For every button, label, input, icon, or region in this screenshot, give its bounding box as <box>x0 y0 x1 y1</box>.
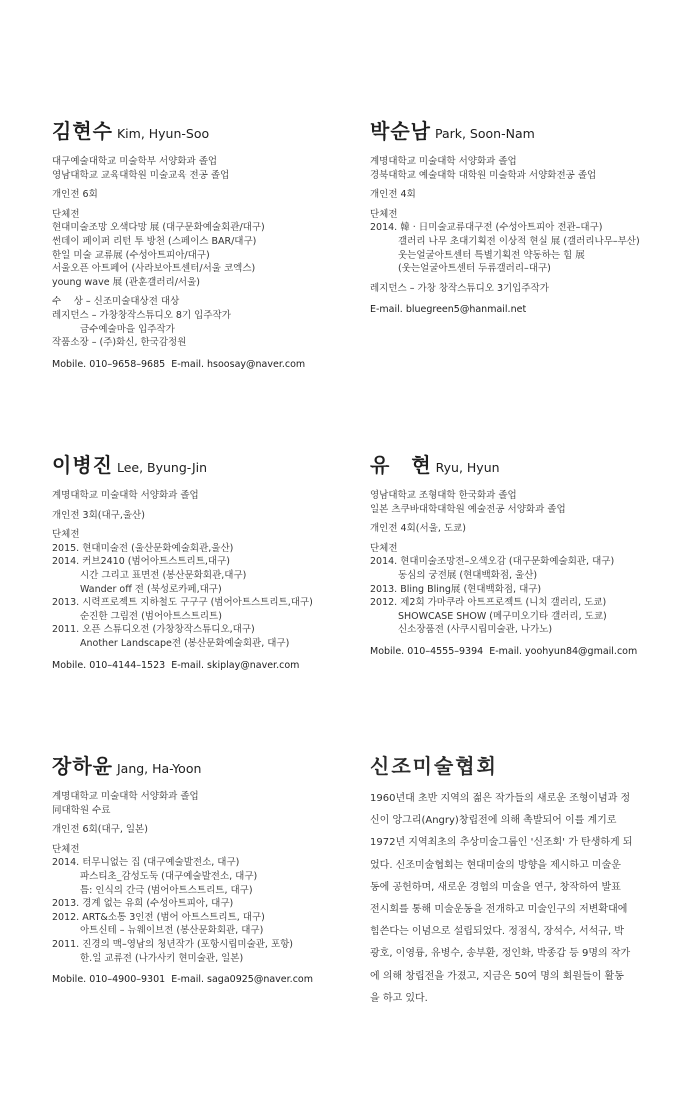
association-text-line: 에 의해 창립전을 가졌고, 지금은 50여 명의 회원들이 활동 <box>370 970 624 982</box>
career-line: 수 상 – 신조미술대상전 대상 <box>52 296 180 308</box>
association-section <box>370 752 660 1010</box>
career-line: 2014. 韓 · 日미술교류대구전 (수성아트피아 전관–대구) <box>370 222 603 234</box>
career-line: 2011. 오픈 스튜디오전 (가창창작스튜디오,대구) <box>52 624 255 636</box>
association-description <box>370 788 660 1010</box>
career-line: 2013. 시력프로젝트 지하철도 구구구 (범어아트스트리트,대구) <box>52 597 313 609</box>
association-text-line: 전시회를 통해 미술운동을 전개하고 미술인구의 저변확대에 <box>370 904 628 916</box>
association-text-line: 동에 공헌하며, 새로운 경험의 미술을 연구, 창작하여 발표 <box>370 881 621 893</box>
mobile-number: Mobile. 010–9658–9685 <box>52 358 166 370</box>
artist-career <box>52 155 352 350</box>
association-text-line: 1972년 지역최초의 추상미술그룹인 '신조회' 가 탄생하게 되 <box>370 837 633 849</box>
artist-name <box>52 752 352 782</box>
association-text-line: 었다. 신조미술협회는 현대미술의 방향을 제시하고 미술운 <box>370 859 621 871</box>
career-line: 레지던스 – 가창 창작스튜디오 3기입주작가 <box>370 282 549 294</box>
artist-name-english: Ryu, Hyun <box>435 460 500 475</box>
artist-profile <box>52 752 352 986</box>
association-text-line: 신이 앙그리(Angry)창립전에 의해 촉발되어 이를 계기로 <box>370 815 617 827</box>
career-line: 2013. Bling Bling展 (현대백화점, 대구) <box>370 583 542 595</box>
artist-profile <box>52 451 352 672</box>
artist-career <box>52 790 352 965</box>
career-line: 2014. 터무니없는 집 (대구예술발전소, 대구) <box>52 857 240 869</box>
artist-name-korean: 김현수 <box>52 119 113 143</box>
artist-career <box>370 489 670 637</box>
career-line: 틈: 인식의 간극 (범어아트스트리트, 대구) <box>80 884 253 896</box>
career-line: 서울오픈 아트페어 (사라보아트센터/서울 코엑스) <box>52 263 256 275</box>
artist-name-english: Kim, Hyun-Soo <box>116 126 210 141</box>
career-line: Another Landscape전 (봉산문화예술회관, 대구) <box>80 637 290 649</box>
email-address: E-mail. bluegreen5@hanmail.net <box>370 304 527 316</box>
career-line: 레지던스 – 가창창작스튜디오 8기 입주작가 <box>52 309 231 321</box>
email-address: E-mail. skiplay@naver.com <box>171 659 300 671</box>
career-line: 단체전 <box>370 542 398 554</box>
career-line: 한일 미술 교류展 (수성아트피아/대구) <box>52 249 210 261</box>
artist-profile <box>52 117 352 371</box>
career-line: 2012. 제2회 가마쿠라 아트프로젝트 (니치 갤러리, 도쿄) <box>370 597 607 609</box>
association-text-line: 힘쓴다는 이념으로 설립되었다. 정점식, 장석수, 서석규, 박 <box>370 926 624 938</box>
association-text-line: 1960년대 초반 지역의 젊은 작가들의 새로운 조형이념과 정 <box>370 793 631 804</box>
association-title: 신조미술협회 <box>370 754 498 778</box>
career-line: 영남대학교 교육대학원 미술교육 전공 졸업 <box>52 169 230 181</box>
artist-name-korean: 장하윤 <box>52 754 113 778</box>
artist-name-korean: 박순남 <box>370 119 431 143</box>
career-line: 시간 그리고 표면전 (봉산문화회관,대구) <box>80 569 247 581</box>
career-line: (웃는얼굴아트센터 두류갤러리–대구) <box>398 263 551 275</box>
email-address: E-mail. saga0925@naver.com <box>171 974 313 986</box>
career-line: 단체전 <box>370 208 398 220</box>
artist-name <box>52 451 352 481</box>
career-line: 썬데이 페이퍼 리턴 투 방천 (스페이스 BAR/대구) <box>52 235 257 247</box>
artist-name-korean: 이병진 <box>52 453 113 477</box>
career-line: Wander off 전 (북성로카페,대구) <box>80 583 222 595</box>
career-line: 2014. 현대미술조망전–오색오감 (대구문화예술회관, 대구) <box>370 556 615 568</box>
career-line: 계명대학교 미술대학 서양화과 졸업 <box>370 156 517 167</box>
association-text-line: 광호, 이영륭, 유병수, 송부환, 정인화, 박종갑 등 9명의 작가 <box>370 948 631 960</box>
career-line: 개인전 4회(서울, 도쿄) <box>370 523 466 535</box>
artist-profile <box>370 117 670 316</box>
career-line: 2011. 진경의 맥–영남의 청년작가 (포항시립미술관, 포항) <box>52 938 294 950</box>
artist-contact <box>370 645 670 658</box>
artist-name-english: Park, Soon-Nam <box>434 126 535 141</box>
mobile-number: Mobile. 010–4900–9301 <box>52 974 166 986</box>
career-line: 단체전 <box>52 529 80 541</box>
artist-name <box>52 117 352 147</box>
career-line: 동심의 궁전展 (현대백화점, 울산) <box>398 569 538 581</box>
career-line: 개인전 6회(대구, 일본) <box>52 824 148 836</box>
career-line: 同대학원 수료 <box>52 804 111 816</box>
career-line: 아트신테 – 뉴웨이브전 (봉산문화회관, 대구) <box>80 925 264 937</box>
career-line: 금수예술마을 입주작가 <box>80 323 175 335</box>
career-line: 2014. 커브2410 (범어아트스트리트,대구) <box>52 556 230 568</box>
career-line: 개인전 4회 <box>370 189 416 201</box>
career-line: 영남대학교 조형대학 한국화과 졸업 <box>370 490 517 501</box>
career-line: 계명대학교 미술대학 서양화과 졸업 <box>52 490 199 501</box>
career-line: 2012. ART&소통 3인전 (범어 아트스트리트, 대구) <box>52 911 265 923</box>
career-line: 개인전 3회(대구,울산) <box>52 509 145 521</box>
career-line: 계명대학교 미술대학 서양화과 졸업 <box>52 791 199 802</box>
artist-name-korean: 유 현 <box>370 453 432 477</box>
artist-name <box>370 117 670 147</box>
artist-contact <box>52 358 352 371</box>
mobile-number: Mobile. 010–4144–1523 <box>52 659 166 671</box>
career-line: 작품소장 – (주)화신, 한국감정원 <box>52 337 187 349</box>
artist-name-english: Lee, Byung-Jin <box>116 460 208 475</box>
career-line: young wave 展 (관훈갤러리/서울) <box>52 276 200 288</box>
association-text-line: 을 하고 있다. <box>370 992 428 1004</box>
career-line: 일본 츠쿠바대학대학원 예술전공 서양화과 졸업 <box>370 503 566 515</box>
career-line: 파스티초_감성도둑 (대구예술발전소, 대구) <box>80 870 258 882</box>
career-line: 순진한 그림전 (범어아트스트리트) <box>80 610 222 622</box>
career-line: 2015. 현대미술전 (울산문화예술회관,울산) <box>52 542 234 554</box>
career-line: 갤러리 나무 초대기획전 이상적 현실 展 (갤러리나무–부산) <box>398 235 640 247</box>
career-line: 웃는얼굴아트센터 특별기획전 약동하는 힘 展 <box>398 249 585 261</box>
artist-contact <box>370 303 670 316</box>
artist-name-english: Jang, Ha-Yoon <box>116 761 202 776</box>
career-line: 경북대학교 예술대학 대학원 미술학과 서양화전공 졸업 <box>370 169 597 181</box>
career-line: 신소장품전 (사쿠시립미술관, 나가노) <box>398 624 553 636</box>
career-line: 단체전 <box>52 843 80 855</box>
career-line: 2013. 경계 없는 유희 (수성아트피아, 대구) <box>52 898 234 910</box>
artist-profile <box>370 451 670 658</box>
artist-career <box>370 155 670 295</box>
career-line: SHOWCASE SHOW (메구미오기타 갤러리, 도쿄) <box>398 610 607 622</box>
artist-career <box>52 489 352 651</box>
mobile-number: Mobile. 010–4555–9394 <box>370 645 484 657</box>
career-line: 현대미술조망 오색다망 展 (대구문화예술회관/대구) <box>52 222 265 234</box>
email-address: E-mail. hsoosay@naver.com <box>171 358 306 370</box>
email-address: E-mail. yoohyun84@gmail.com <box>489 645 638 657</box>
artist-name <box>370 451 670 481</box>
career-line: 대구예술대학교 미술학부 서양화과 졸업 <box>52 156 218 167</box>
career-line: 한.일 교류전 (나가사키 현미술관, 일본) <box>80 952 244 964</box>
career-line: 개인전 6회 <box>52 189 98 201</box>
artist-contact <box>52 973 352 986</box>
artist-contact <box>52 659 352 672</box>
career-line: 단체전 <box>52 208 80 220</box>
